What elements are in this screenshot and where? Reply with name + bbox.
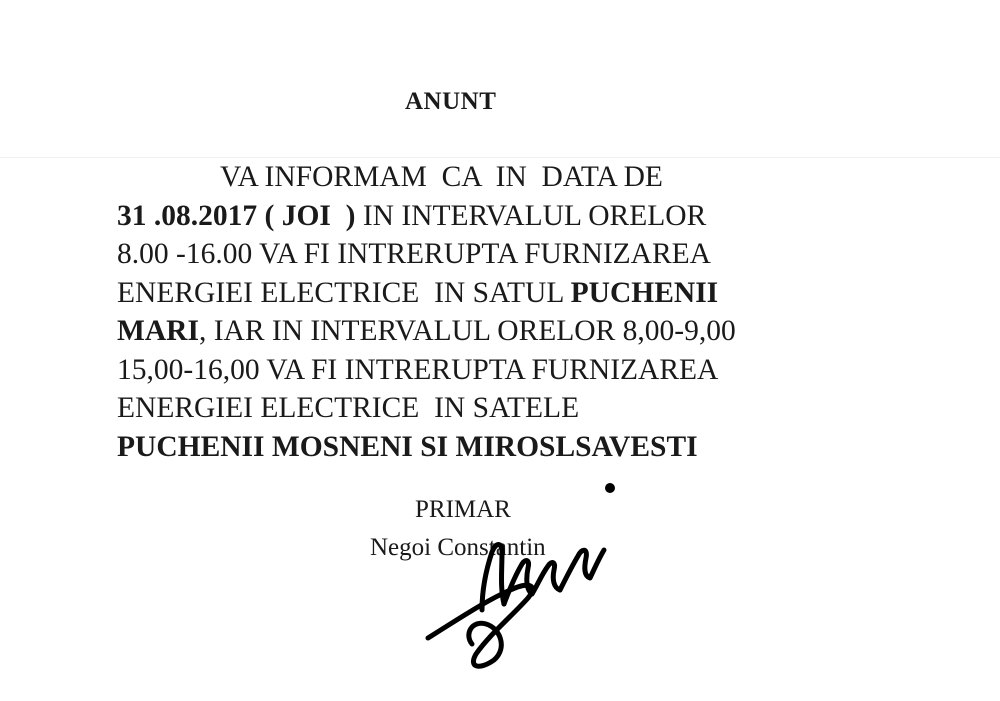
handwritten-signature [420, 478, 620, 678]
body-text-segment: IN INTERVALUL ORELOR [355, 199, 707, 232]
body-text-segment: 15,00-16,00 VA FI INTRERUPTA FURNIZAREA [117, 353, 719, 386]
document-title: ANUNT [405, 88, 497, 115]
signatory-role: PRIMAR [415, 496, 511, 523]
announcement-line [117, 389, 877, 428]
emphasized-text: 31 .08.2017 ( JOI ) [117, 199, 356, 232]
body-text-segment: ENERGIEI ELECTRICE IN SATELE [117, 392, 580, 424]
emphasized-text: PUCHENII MOSNENI SI MIROSLSAVESTI [117, 430, 698, 463]
emphasized-text: MARI [117, 315, 199, 347]
announcement-line [117, 351, 877, 390]
body-text-segment: , IAR IN INTERVALUL ORELOR 8,00-9,00 [198, 315, 736, 347]
announcement-line [117, 235, 877, 274]
announcement-line [117, 197, 877, 236]
emphasized-text: PUCHENII [570, 276, 719, 309]
announcement-line [117, 158, 877, 197]
body-text-segment: 8.00 -16.00 VA FI INTRERUPTA FURNIZAREA [117, 238, 711, 270]
announcement-line [117, 428, 877, 467]
signatory-name: Negoi Constantin [370, 534, 546, 561]
announcement-body [117, 158, 877, 466]
body-text-segment: ENERGIEI ELECTRICE IN SATUL [117, 276, 571, 309]
body-text-segment: VA INFORMAM CA IN DATA DE [220, 161, 663, 193]
announcement-line [117, 312, 877, 351]
announcement-line [117, 274, 877, 313]
